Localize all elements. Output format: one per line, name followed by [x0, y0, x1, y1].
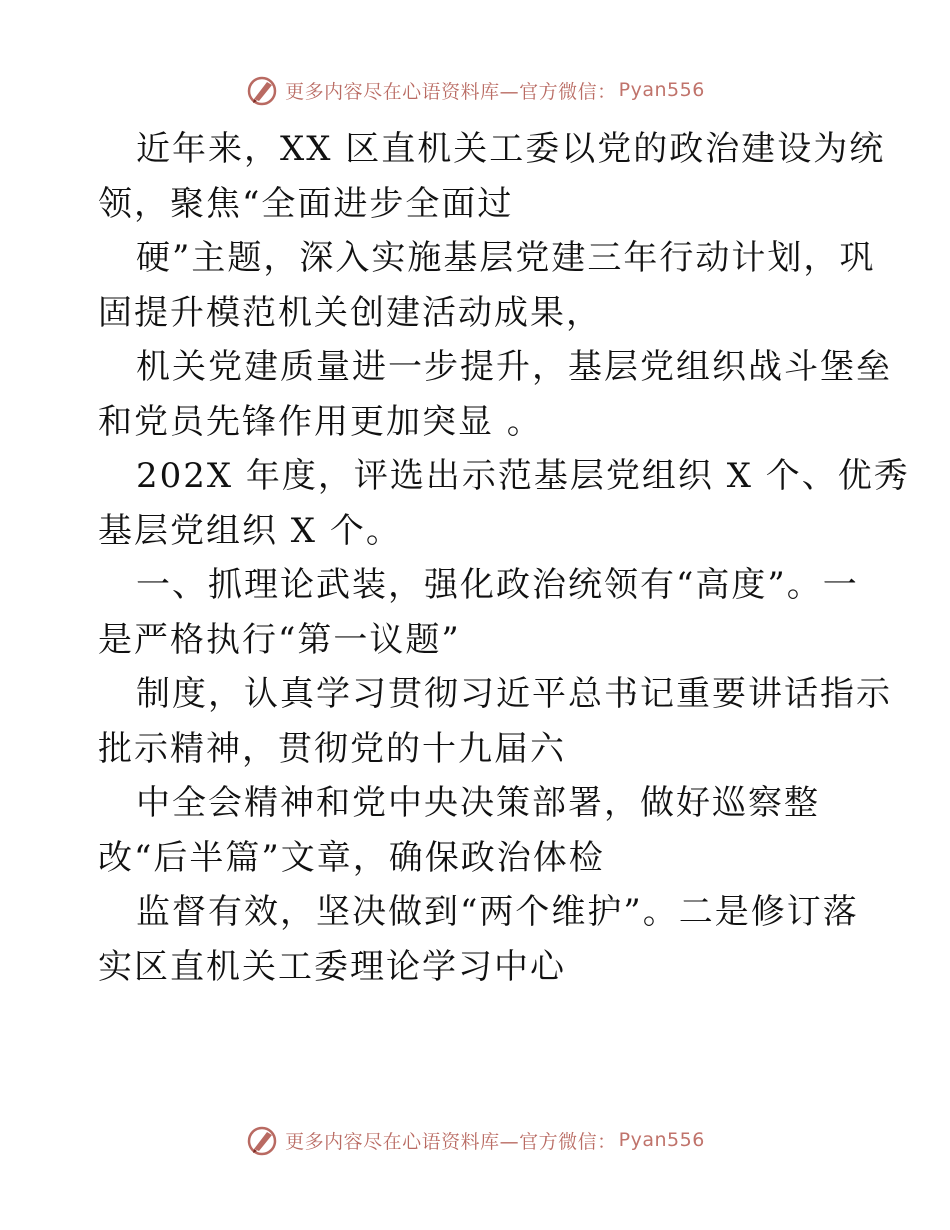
text-line: 批示精神，贯彻党的十九届六: [98, 728, 566, 769]
pen-logo-icon: [245, 1123, 279, 1157]
text-line: 一、抓理论武装，强化政治统领有“高度”。一: [136, 565, 859, 605]
watermark-wechat-id: Pyan556: [618, 79, 705, 101]
text-line: 近年来，XX 区直机关工委以党的政治建设为统: [136, 129, 886, 169]
text-line: 领，聚焦“全面进步全面过: [98, 183, 514, 224]
text-line: 机关党建质量进一步提升，基层党组织战斗堡垒: [136, 347, 892, 387]
document-body: [98, 122, 910, 994]
watermark-wechat-id: Pyan556: [618, 1129, 705, 1151]
text-line: 制度，认真学习贯彻习近平总书记重要讲话指示: [136, 674, 892, 714]
watermark-footer: [0, 1120, 950, 1160]
text-line: 基层党组织 X 个。: [98, 510, 402, 551]
pen-logo-icon: [245, 73, 279, 107]
text-line: 202X 年度，评选出示范基层党组织 X 个、优秀: [136, 456, 910, 496]
text-line: 固提升模范机关创建活动成果，: [98, 292, 602, 333]
watermark-text: 更多内容尽在心语资料库—官方微信：: [285, 1130, 617, 1153]
text-line: 中全会精神和党中央决策部署，做好巡察整: [136, 783, 820, 823]
watermark-header: [0, 70, 950, 110]
text-line: 是严格执行“第一议题”: [98, 619, 461, 660]
watermark-text: 更多内容尽在心语资料库—官方微信：: [285, 80, 617, 103]
text-line: 和党员先锋作用更加突显 。: [98, 401, 543, 442]
text-line: 监督有效，坚决做到“两个维护”。二是修订落: [136, 892, 859, 932]
text-line: 硬”主题，深入实施基层党建三年行动计划，巩: [136, 238, 876, 278]
text-line: 实区直机关工委理论学习中心: [98, 946, 566, 987]
text-line: 改“后半篇”文章，确保政治体检: [98, 837, 605, 878]
